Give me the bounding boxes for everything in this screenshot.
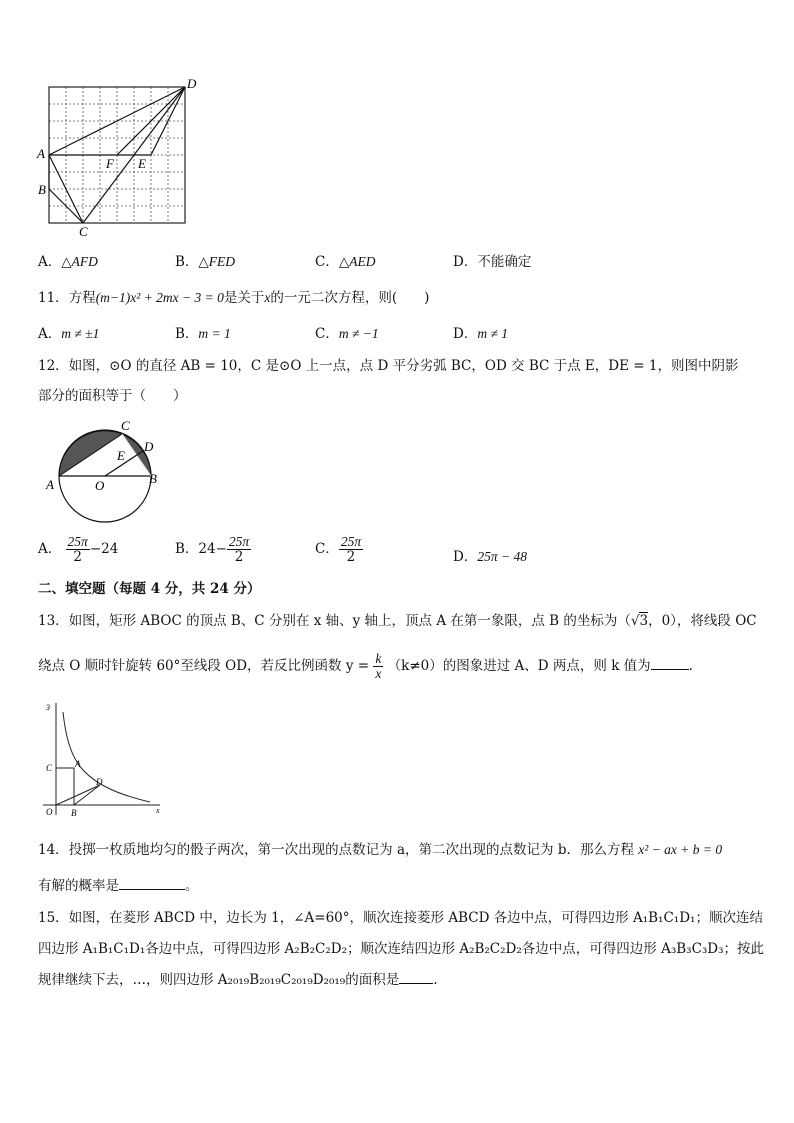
q11-option-d[interactable] xyxy=(453,322,508,342)
q14-line2: 有解的概率是 xyxy=(38,878,119,894)
fraction-numerator: 25π xyxy=(67,534,88,549)
q14-line1: 投掷一枚质地均匀的骰子两次，第一次出现的点数记为 a，第二次出现的点数记为 b．那么方程 xyxy=(68,842,634,858)
q13-line2-a: 绕点 O 顺时针旋转 60°至线段 OD，若反比例函数 y = xyxy=(38,658,370,675)
fraction-denominator: 2 xyxy=(346,549,356,566)
option-letter: B． xyxy=(175,254,199,270)
q14-stem-line1 xyxy=(38,838,722,858)
q11-suffix-b: 的一元二次方程，则( ) xyxy=(270,290,430,306)
q14-line2-end: 。 xyxy=(185,878,199,894)
option-text: △FED xyxy=(198,254,236,269)
fraction-numerator: 25π xyxy=(340,534,362,549)
q12-option-b[interactable] xyxy=(175,535,251,564)
shaded-region-ac xyxy=(59,431,122,476)
section-heading-fill-in: 二、填空题（每题 4 分，共 24 分） xyxy=(38,581,261,597)
label-B: B xyxy=(38,182,46,197)
q13-line1: 如图，矩形 ABOC 的顶点 B、C 分别在 x 轴、y 轴上，顶点 A 在第一象限，点 B 的坐标为（ xyxy=(68,613,631,629)
option-text: 25π − 48 xyxy=(477,549,527,564)
answer-blank[interactable] xyxy=(119,889,185,890)
q11-var: x xyxy=(264,290,271,305)
fraction-denominator: 2 xyxy=(234,549,244,566)
option-letter: A． xyxy=(38,326,62,342)
fraction xyxy=(227,535,251,564)
q11-option-b[interactable] xyxy=(175,322,231,342)
question-number: 15． xyxy=(38,910,69,926)
label-D: D xyxy=(144,439,154,454)
q15-stem-line3 xyxy=(38,968,438,988)
sqrt-value: 3 xyxy=(639,613,649,629)
hyperbola-curve xyxy=(63,712,150,802)
label-B: B xyxy=(149,471,157,486)
q15-stem-line2 xyxy=(38,937,764,957)
question-number: 13． xyxy=(38,613,69,629)
option-letter: B． xyxy=(175,326,199,342)
q13-graph-figure xyxy=(38,700,168,820)
label-F: F xyxy=(106,156,114,171)
option-text: m ≠ −1 xyxy=(338,326,379,341)
q10-option-b[interactable] xyxy=(175,250,235,270)
label-y3: 3 xyxy=(46,703,50,712)
label-A: A xyxy=(75,759,81,769)
fraction xyxy=(66,535,90,564)
q15-line3-end: . xyxy=(433,972,438,988)
label-x: x xyxy=(156,806,160,815)
option-text: △AFD xyxy=(61,254,98,269)
q14-equation: x² − ax + b = 0 xyxy=(638,842,723,857)
label-D: D xyxy=(187,76,197,91)
q12-option-c[interactable] xyxy=(315,535,363,564)
answer-blank[interactable] xyxy=(651,669,689,670)
label-D: D xyxy=(96,777,103,787)
q12-option-d[interactable] xyxy=(453,545,527,565)
label-A: A xyxy=(46,477,54,492)
q11-prefix: 方程 xyxy=(68,290,96,306)
fraction-numerator: k xyxy=(375,651,382,666)
option-head: 24− xyxy=(198,541,227,558)
option-letter: D． xyxy=(453,549,478,565)
q12-line1: 如图，⊙O 的直径 AB = 10，C 是⊙O 上一点，点 D 平分劣弧 BC，OD 交 BC 于点 E，DE = 1，则图中阴影 xyxy=(68,358,739,374)
label-O: O xyxy=(95,478,105,493)
option-letter: D． xyxy=(453,254,478,270)
q10-option-d[interactable] xyxy=(453,250,531,270)
option-letter: A． xyxy=(38,541,62,558)
q15-line1: 如图，在菱形 ABCD 中，边长为 1，∠A=60°，顺次连接菱形 ABCD 各边中点，可得四边形 A₁B₁C₁D₁；顺次连结 xyxy=(68,910,763,926)
q11-suffix-a: 是关于 xyxy=(223,290,265,306)
sqrt-symbol: √ xyxy=(630,613,640,629)
q11-stem xyxy=(38,286,429,306)
label-B: B xyxy=(71,808,77,818)
option-letter: D． xyxy=(453,326,478,342)
q13-line2-b: （k≠0）的图象进过 A、D 两点，则 k 值为 xyxy=(387,658,651,675)
q15-line2: 四边形 A₁B₁C₁D₁各边中点，可得四边形 A₂B₂C₂D₂；顺次连结四边形 A₂B₂C₂D₂各边中点，可得四边形 A₃B₃C₃D₃；按此 xyxy=(38,941,765,957)
question-number: 11． xyxy=(38,290,69,306)
option-letter: C． xyxy=(315,541,339,558)
option-text: △AED xyxy=(338,254,376,269)
q13-line2-end: . xyxy=(688,658,693,675)
q14-stem-line2 xyxy=(38,874,199,894)
rectangle-abo-c xyxy=(56,768,74,805)
q13-stem-line2 xyxy=(38,652,693,681)
option-letter: C． xyxy=(315,326,339,342)
q13-stem-line1 xyxy=(38,609,757,629)
answer-blank[interactable] xyxy=(399,983,433,984)
q11-equation: (m−1)x² + 2mx − 3 = 0 xyxy=(95,290,224,305)
fraction-numerator: 25π xyxy=(228,534,250,549)
option-letter: C． xyxy=(315,254,339,270)
q11-option-c[interactable] xyxy=(315,322,379,342)
label-A: A xyxy=(37,146,45,161)
q13-line1-end: ，0），将线段 OC xyxy=(648,613,757,629)
option-text: m = 1 xyxy=(198,326,231,341)
q12-circle-figure xyxy=(40,408,170,526)
q10-option-c[interactable] xyxy=(315,250,375,270)
label-C: C xyxy=(46,763,53,773)
option-letter: B． xyxy=(175,541,199,558)
label-O: O xyxy=(46,807,53,817)
option-text: 不能确定 xyxy=(477,254,532,270)
q12-stem-line2 xyxy=(38,384,187,404)
question-number: 14． xyxy=(38,842,69,858)
q11-option-a[interactable] xyxy=(38,322,99,342)
q10-option-a[interactable] xyxy=(38,250,98,270)
option-text: m ≠ 1 xyxy=(477,326,508,341)
label-C: C xyxy=(79,224,88,239)
fraction-denominator: 2 xyxy=(73,549,82,566)
q15-line3: 规律继续下去，…，则四边形 A₂₀₁₉B₂₀₁₉C₂₀₁₉D₂₀₁₉的面积是 xyxy=(38,972,400,988)
q15-stem-line1 xyxy=(38,906,763,926)
q10-grid-figure xyxy=(30,72,205,242)
q12-stem-line1 xyxy=(38,354,738,374)
option-letter: A． xyxy=(38,254,62,270)
label-E: E xyxy=(117,448,125,463)
label-E: E xyxy=(138,156,146,171)
option-text: m ≠ ±1 xyxy=(61,326,100,341)
option-tail: −24 xyxy=(89,541,119,558)
q12-option-a[interactable] xyxy=(38,535,118,564)
q12-line2: 部分的面积等于（ ） xyxy=(38,388,187,404)
question-number: 12． xyxy=(38,358,69,374)
label-C: C xyxy=(121,418,130,433)
fraction-denominator: x xyxy=(375,666,382,682)
fraction xyxy=(339,535,363,564)
fraction-k-over-x xyxy=(373,652,383,681)
